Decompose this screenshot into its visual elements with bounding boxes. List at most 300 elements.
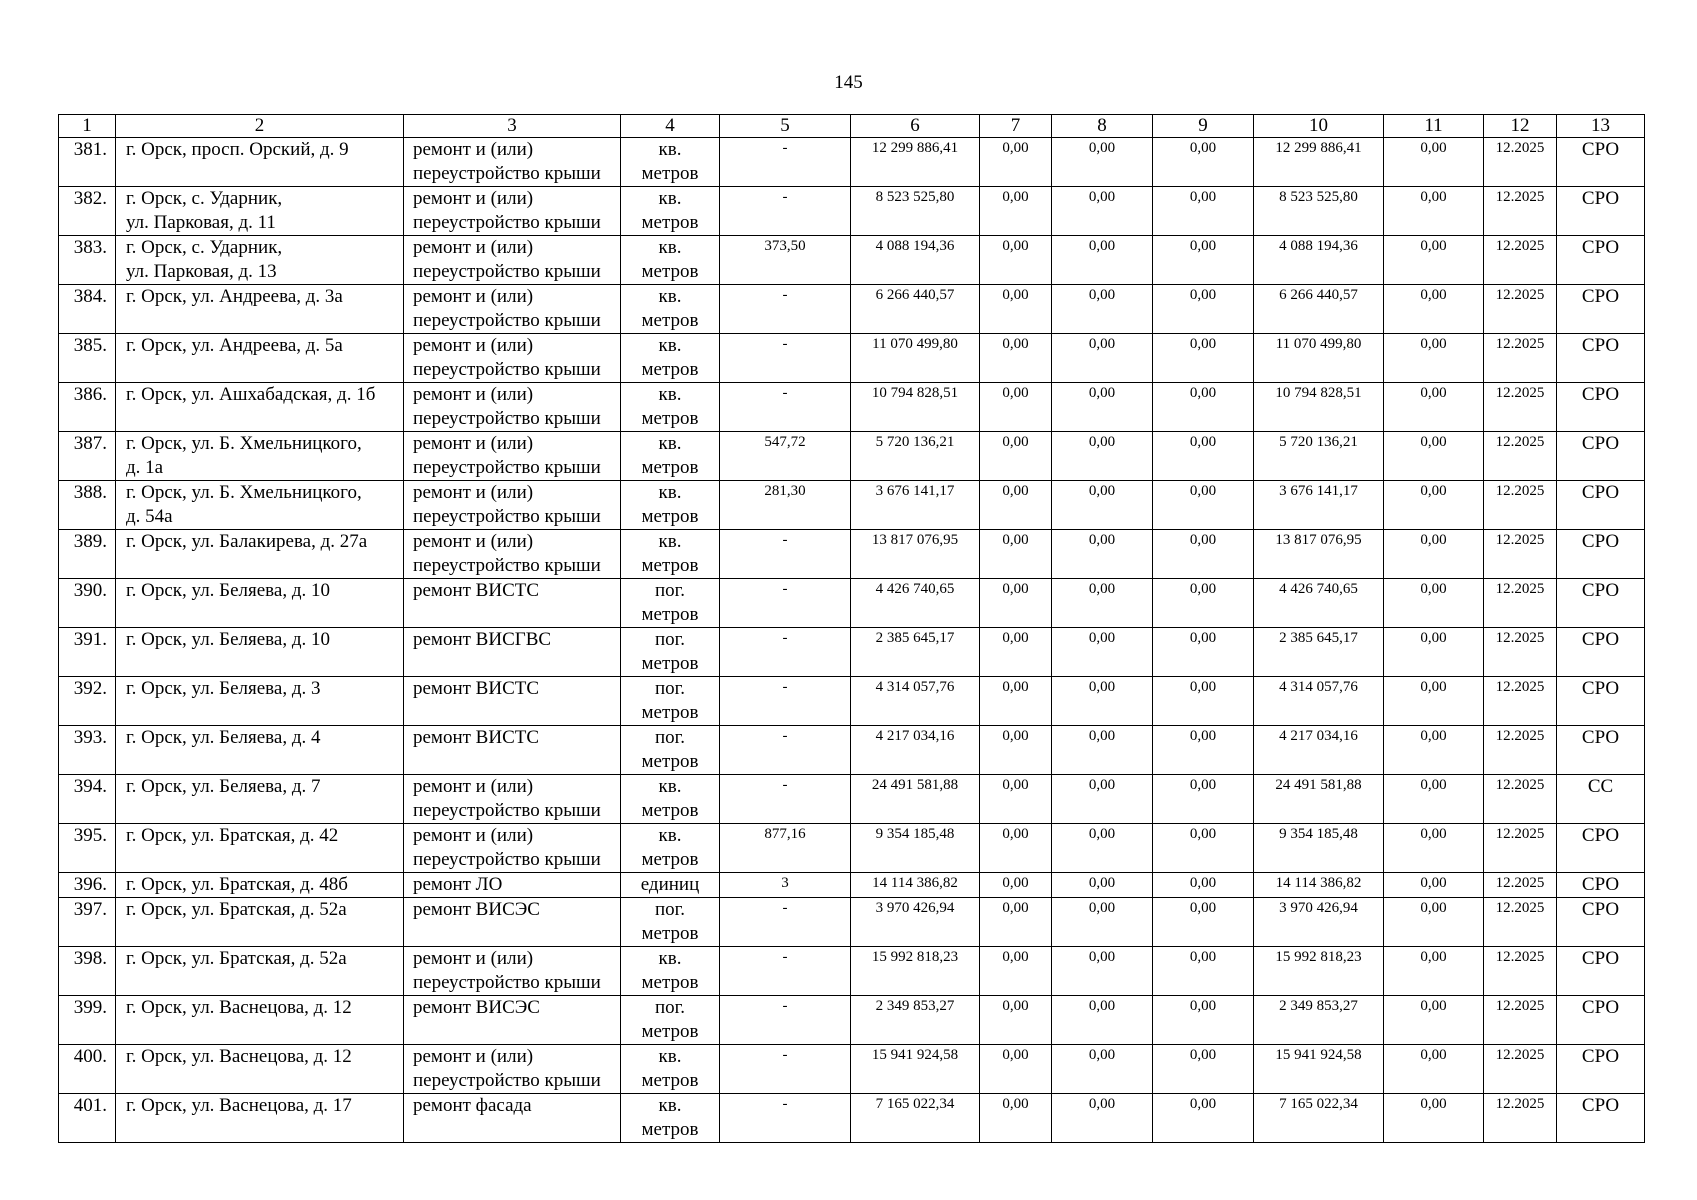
address-cell: г. Орск, ул. Братская, д. 52а xyxy=(116,947,404,996)
value-cell: 0,00 xyxy=(1384,628,1484,677)
deadline-cell: 12.2025 xyxy=(1484,677,1557,726)
value-cell: 0,00 xyxy=(980,334,1052,383)
column-number-row xyxy=(59,115,1645,138)
page-number: 145 xyxy=(834,72,863,93)
value-cell: 0,00 xyxy=(1052,530,1153,579)
method-cell: СРО xyxy=(1557,285,1645,334)
volume-cell: 877,16 xyxy=(720,824,851,873)
volume-cell: - xyxy=(720,898,851,947)
deadline-cell: 12.2025 xyxy=(1484,138,1557,187)
value-cell: 0,00 xyxy=(1384,334,1484,383)
value-cell: 0,00 xyxy=(1384,1045,1484,1094)
table-row xyxy=(59,824,1645,873)
address-cell: г. Орск, ул. Б. Хмельницкого, д. 1а xyxy=(116,432,404,481)
work-type-cell: ремонт ВИСТС xyxy=(404,579,621,628)
table-row xyxy=(59,628,1645,677)
volume-cell: - xyxy=(720,726,851,775)
fund-cost-cell: 8 523 525,80 xyxy=(1254,187,1384,236)
row-number: 390. xyxy=(59,579,116,628)
table-row xyxy=(59,138,1645,187)
deadline-cell: 12.2025 xyxy=(1484,1045,1557,1094)
value-cell: 0,00 xyxy=(1052,947,1153,996)
work-type-cell: ремонт и (или) переустройство крыши xyxy=(404,334,621,383)
address-cell: г. Орск, с. Ударник, ул. Парковая, д. 13 xyxy=(116,236,404,285)
total-cost-cell: 8 523 525,80 xyxy=(851,187,980,236)
value-cell: 0,00 xyxy=(980,579,1052,628)
address-cell: г. Орск, ул. Беляева, д. 3 xyxy=(116,677,404,726)
value-cell: 0,00 xyxy=(1052,383,1153,432)
value-cell: 0,00 xyxy=(1052,187,1153,236)
method-cell: СРО xyxy=(1557,1045,1645,1094)
value-cell: 0,00 xyxy=(1384,432,1484,481)
value-cell: 0,00 xyxy=(1052,628,1153,677)
total-cost-cell: 4 314 057,76 xyxy=(851,677,980,726)
value-cell: 0,00 xyxy=(1153,383,1254,432)
value-cell: 0,00 xyxy=(1052,432,1153,481)
value-cell: 0,00 xyxy=(1153,1045,1254,1094)
repair-program-table xyxy=(58,114,1645,1143)
value-cell: 0,00 xyxy=(1052,726,1153,775)
fund-cost-cell: 2 385 645,17 xyxy=(1254,628,1384,677)
row-number: 392. xyxy=(59,677,116,726)
value-cell: 0,00 xyxy=(980,236,1052,285)
address-cell: г. Орск, ул. Васнецова, д. 12 xyxy=(116,996,404,1045)
unit-cell: кв. метров xyxy=(621,432,720,481)
value-cell: 0,00 xyxy=(1052,579,1153,628)
work-type-cell: ремонт и (или) переустройство крыши xyxy=(404,138,621,187)
value-cell: 0,00 xyxy=(980,1094,1052,1143)
unit-cell: кв. метров xyxy=(621,285,720,334)
deadline-cell: 12.2025 xyxy=(1484,383,1557,432)
work-type-cell: ремонт и (или) переустройство крыши xyxy=(404,187,621,236)
unit-cell: кв. метров xyxy=(621,236,720,285)
value-cell: 0,00 xyxy=(1384,285,1484,334)
total-cost-cell: 3 676 141,17 xyxy=(851,481,980,530)
total-cost-cell: 3 970 426,94 xyxy=(851,898,980,947)
method-cell: СРО xyxy=(1557,383,1645,432)
value-cell: 0,00 xyxy=(980,824,1052,873)
work-type-cell: ремонт ВИСЭС xyxy=(404,996,621,1045)
value-cell: 0,00 xyxy=(1153,432,1254,481)
address-cell: г. Орск, просп. Орский, д. 9 xyxy=(116,138,404,187)
method-cell: СРО xyxy=(1557,898,1645,947)
address-cell: г. Орск, ул. Б. Хмельницкого, д. 54а xyxy=(116,481,404,530)
fund-cost-cell: 7 165 022,34 xyxy=(1254,1094,1384,1143)
deadline-cell: 12.2025 xyxy=(1484,996,1557,1045)
deadline-cell: 12.2025 xyxy=(1484,824,1557,873)
column-header: 7 xyxy=(980,115,1052,138)
deadline-cell: 12.2025 xyxy=(1484,628,1557,677)
value-cell: 0,00 xyxy=(1052,285,1153,334)
volume-cell: - xyxy=(720,947,851,996)
method-cell: СРО xyxy=(1557,138,1645,187)
table-row xyxy=(59,1045,1645,1094)
value-cell: 0,00 xyxy=(1153,775,1254,824)
row-number: 386. xyxy=(59,383,116,432)
table-row xyxy=(59,285,1645,334)
deadline-cell: 12.2025 xyxy=(1484,187,1557,236)
method-cell: СРО xyxy=(1557,1094,1645,1143)
value-cell: 0,00 xyxy=(1052,334,1153,383)
work-type-cell: ремонт ВИСТС xyxy=(404,726,621,775)
unit-cell: пог. метров xyxy=(621,726,720,775)
value-cell: 0,00 xyxy=(980,726,1052,775)
total-cost-cell: 15 992 818,23 xyxy=(851,947,980,996)
work-type-cell: ремонт и (или) переустройство крыши xyxy=(404,530,621,579)
value-cell: 0,00 xyxy=(980,481,1052,530)
method-cell: СРО xyxy=(1557,334,1645,383)
value-cell: 0,00 xyxy=(1153,726,1254,775)
total-cost-cell: 2 349 853,27 xyxy=(851,996,980,1045)
value-cell: 0,00 xyxy=(1384,996,1484,1045)
value-cell: 0,00 xyxy=(980,898,1052,947)
deadline-cell: 12.2025 xyxy=(1484,873,1557,898)
column-header: 8 xyxy=(1052,115,1153,138)
column-header: 4 xyxy=(621,115,720,138)
total-cost-cell: 7 165 022,34 xyxy=(851,1094,980,1143)
deadline-cell: 12.2025 xyxy=(1484,285,1557,334)
value-cell: 0,00 xyxy=(1052,1045,1153,1094)
column-header: 11 xyxy=(1384,115,1484,138)
total-cost-cell: 12 299 886,41 xyxy=(851,138,980,187)
row-number: 395. xyxy=(59,824,116,873)
work-type-cell: ремонт и (или) переустройство крыши xyxy=(404,775,621,824)
total-cost-cell: 4 088 194,36 xyxy=(851,236,980,285)
table-row xyxy=(59,996,1645,1045)
table-row xyxy=(59,236,1645,285)
value-cell: 0,00 xyxy=(1384,677,1484,726)
address-cell: г. Орск, ул. Братская, д. 48б xyxy=(116,873,404,898)
table-row xyxy=(59,873,1645,898)
deadline-cell: 12.2025 xyxy=(1484,432,1557,481)
volume-cell: - xyxy=(720,530,851,579)
value-cell: 0,00 xyxy=(1384,947,1484,996)
value-cell: 0,00 xyxy=(1384,873,1484,898)
volume-cell: - xyxy=(720,677,851,726)
value-cell: 0,00 xyxy=(980,187,1052,236)
method-cell: СРО xyxy=(1557,726,1645,775)
fund-cost-cell: 12 299 886,41 xyxy=(1254,138,1384,187)
value-cell: 0,00 xyxy=(980,530,1052,579)
row-number: 383. xyxy=(59,236,116,285)
volume-cell: 373,50 xyxy=(720,236,851,285)
value-cell: 0,00 xyxy=(1153,824,1254,873)
row-number: 399. xyxy=(59,996,116,1045)
row-number: 394. xyxy=(59,775,116,824)
table-row xyxy=(59,579,1645,628)
method-cell: СРО xyxy=(1557,481,1645,530)
value-cell: 0,00 xyxy=(1052,677,1153,726)
volume-cell: - xyxy=(720,383,851,432)
table-row xyxy=(59,530,1645,579)
address-cell: г. Орск, ул. Беляева, д. 7 xyxy=(116,775,404,824)
unit-cell: пог. метров xyxy=(621,579,720,628)
unit-cell: пог. метров xyxy=(621,628,720,677)
value-cell: 0,00 xyxy=(1153,236,1254,285)
value-cell: 0,00 xyxy=(1153,947,1254,996)
volume-cell: - xyxy=(720,1094,851,1143)
address-cell: г. Орск, ул. Васнецова, д. 17 xyxy=(116,1094,404,1143)
fund-cost-cell: 11 070 499,80 xyxy=(1254,334,1384,383)
fund-cost-cell: 3 676 141,17 xyxy=(1254,481,1384,530)
work-type-cell: ремонт и (или) переустройство крыши xyxy=(404,481,621,530)
fund-cost-cell: 6 266 440,57 xyxy=(1254,285,1384,334)
fund-cost-cell: 13 817 076,95 xyxy=(1254,530,1384,579)
address-cell: г. Орск, ул. Ашхабадская, д. 1б xyxy=(116,383,404,432)
unit-cell: кв. метров xyxy=(621,530,720,579)
value-cell: 0,00 xyxy=(1153,1094,1254,1143)
row-number: 382. xyxy=(59,187,116,236)
work-type-cell: ремонт и (или) переустройство крыши xyxy=(404,383,621,432)
value-cell: 0,00 xyxy=(1052,775,1153,824)
unit-cell: кв. метров xyxy=(621,138,720,187)
table-row xyxy=(59,432,1645,481)
volume-cell: - xyxy=(720,996,851,1045)
volume-cell: - xyxy=(720,138,851,187)
deadline-cell: 12.2025 xyxy=(1484,579,1557,628)
volume-cell: - xyxy=(720,334,851,383)
volume-cell: - xyxy=(720,1045,851,1094)
work-type-cell: ремонт фасада xyxy=(404,1094,621,1143)
table-row xyxy=(59,775,1645,824)
fund-cost-cell: 15 992 818,23 xyxy=(1254,947,1384,996)
unit-cell: кв. метров xyxy=(621,1094,720,1143)
column-header: 13 xyxy=(1557,115,1645,138)
unit-cell: пог. метров xyxy=(621,677,720,726)
value-cell: 0,00 xyxy=(980,432,1052,481)
deadline-cell: 12.2025 xyxy=(1484,898,1557,947)
column-header: 5 xyxy=(720,115,851,138)
table-row xyxy=(59,726,1645,775)
unit-cell: кв. метров xyxy=(621,334,720,383)
total-cost-cell: 15 941 924,58 xyxy=(851,1045,980,1094)
work-type-cell: ремонт и (или) переустройство крыши xyxy=(404,824,621,873)
method-cell: СРО xyxy=(1557,432,1645,481)
total-cost-cell: 6 266 440,57 xyxy=(851,285,980,334)
value-cell: 0,00 xyxy=(1384,824,1484,873)
value-cell: 0,00 xyxy=(1153,285,1254,334)
value-cell: 0,00 xyxy=(1384,530,1484,579)
unit-cell: пог. метров xyxy=(621,898,720,947)
method-cell: СРО xyxy=(1557,873,1645,898)
volume-cell: - xyxy=(720,579,851,628)
fund-cost-cell: 14 114 386,82 xyxy=(1254,873,1384,898)
deadline-cell: 12.2025 xyxy=(1484,947,1557,996)
method-cell: СРО xyxy=(1557,530,1645,579)
address-cell: г. Орск, ул. Беляева, д. 10 xyxy=(116,628,404,677)
deadline-cell: 12.2025 xyxy=(1484,775,1557,824)
deadline-cell: 12.2025 xyxy=(1484,236,1557,285)
method-cell: СРО xyxy=(1557,824,1645,873)
work-type-cell: ремонт ВИСЭС xyxy=(404,898,621,947)
value-cell: 0,00 xyxy=(1384,383,1484,432)
value-cell: 0,00 xyxy=(1153,187,1254,236)
row-number: 393. xyxy=(59,726,116,775)
value-cell: 0,00 xyxy=(1384,138,1484,187)
deadline-cell: 12.2025 xyxy=(1484,530,1557,579)
value-cell: 0,00 xyxy=(1153,138,1254,187)
row-number: 384. xyxy=(59,285,116,334)
deadline-cell: 12.2025 xyxy=(1484,334,1557,383)
unit-cell: кв. метров xyxy=(621,187,720,236)
value-cell: 0,00 xyxy=(980,1045,1052,1094)
value-cell: 0,00 xyxy=(1153,530,1254,579)
volume-cell: 281,30 xyxy=(720,481,851,530)
address-cell: г. Орск, ул. Балакирева, д. 27а xyxy=(116,530,404,579)
value-cell: 0,00 xyxy=(1384,775,1484,824)
value-cell: 0,00 xyxy=(1384,726,1484,775)
method-cell: СРО xyxy=(1557,628,1645,677)
value-cell: 0,00 xyxy=(1052,481,1153,530)
value-cell: 0,00 xyxy=(980,947,1052,996)
work-type-cell: ремонт и (или) переустройство крыши xyxy=(404,432,621,481)
row-number: 388. xyxy=(59,481,116,530)
value-cell: 0,00 xyxy=(1153,334,1254,383)
value-cell: 0,00 xyxy=(1153,628,1254,677)
row-number: 381. xyxy=(59,138,116,187)
total-cost-cell: 9 354 185,48 xyxy=(851,824,980,873)
value-cell: 0,00 xyxy=(1052,824,1153,873)
fund-cost-cell: 4 217 034,16 xyxy=(1254,726,1384,775)
value-cell: 0,00 xyxy=(1384,579,1484,628)
unit-cell: кв. метров xyxy=(621,1045,720,1094)
table-row xyxy=(59,383,1645,432)
value-cell: 0,00 xyxy=(980,383,1052,432)
volume-cell: - xyxy=(720,285,851,334)
value-cell: 0,00 xyxy=(1384,187,1484,236)
method-cell: СРО xyxy=(1557,579,1645,628)
value-cell: 0,00 xyxy=(1052,898,1153,947)
total-cost-cell: 4 426 740,65 xyxy=(851,579,980,628)
column-header: 3 xyxy=(404,115,621,138)
work-type-cell: ремонт ЛО xyxy=(404,873,621,898)
unit-cell: единиц xyxy=(621,873,720,898)
work-type-cell: ремонт и (или) переустройство крыши xyxy=(404,236,621,285)
table-row xyxy=(59,677,1645,726)
total-cost-cell: 14 114 386,82 xyxy=(851,873,980,898)
row-number: 398. xyxy=(59,947,116,996)
column-header: 2 xyxy=(116,115,404,138)
volume-cell: - xyxy=(720,775,851,824)
row-number: 401. xyxy=(59,1094,116,1143)
address-cell: г. Орск, ул. Беляева, д. 4 xyxy=(116,726,404,775)
row-number: 387. xyxy=(59,432,116,481)
table-row xyxy=(59,898,1645,947)
work-type-cell: ремонт и (или) переустройство крыши xyxy=(404,285,621,334)
address-cell: г. Орск, ул. Братская, д. 52а xyxy=(116,898,404,947)
row-number: 391. xyxy=(59,628,116,677)
table-row xyxy=(59,481,1645,530)
address-cell: г. Орск, ул. Братская, д. 42 xyxy=(116,824,404,873)
total-cost-cell: 13 817 076,95 xyxy=(851,530,980,579)
value-cell: 0,00 xyxy=(980,138,1052,187)
address-cell: г. Орск, ул. Васнецова, д. 12 xyxy=(116,1045,404,1094)
column-header: 1 xyxy=(59,115,116,138)
total-cost-cell: 4 217 034,16 xyxy=(851,726,980,775)
method-cell: СРО xyxy=(1557,236,1645,285)
fund-cost-cell: 4 314 057,76 xyxy=(1254,677,1384,726)
deadline-cell: 12.2025 xyxy=(1484,726,1557,775)
column-header: 10 xyxy=(1254,115,1384,138)
method-cell: СРО xyxy=(1557,996,1645,1045)
total-cost-cell: 2 385 645,17 xyxy=(851,628,980,677)
fund-cost-cell: 5 720 136,21 xyxy=(1254,432,1384,481)
row-number: 400. xyxy=(59,1045,116,1094)
method-cell: СС xyxy=(1557,775,1645,824)
address-cell: г. Орск, ул. Андреева, д. 3а xyxy=(116,285,404,334)
total-cost-cell: 5 720 136,21 xyxy=(851,432,980,481)
value-cell: 0,00 xyxy=(1153,996,1254,1045)
value-cell: 0,00 xyxy=(1384,481,1484,530)
table-row xyxy=(59,334,1645,383)
unit-cell: кв. метров xyxy=(621,383,720,432)
table-row xyxy=(59,947,1645,996)
work-type-cell: ремонт и (или) переустройство крыши xyxy=(404,1045,621,1094)
deadline-cell: 12.2025 xyxy=(1484,1094,1557,1143)
value-cell: 0,00 xyxy=(1052,873,1153,898)
value-cell: 0,00 xyxy=(1384,898,1484,947)
work-type-cell: ремонт ВИСТС xyxy=(404,677,621,726)
address-cell: г. Орск, с. Ударник, ул. Парковая, д. 11 xyxy=(116,187,404,236)
fund-cost-cell: 9 354 185,48 xyxy=(1254,824,1384,873)
value-cell: 0,00 xyxy=(1052,236,1153,285)
row-number: 396. xyxy=(59,873,116,898)
fund-cost-cell: 15 941 924,58 xyxy=(1254,1045,1384,1094)
column-header: 9 xyxy=(1153,115,1254,138)
value-cell: 0,00 xyxy=(1153,677,1254,726)
volume-cell: - xyxy=(720,628,851,677)
column-header: 6 xyxy=(851,115,980,138)
total-cost-cell: 24 491 581,88 xyxy=(851,775,980,824)
value-cell: 0,00 xyxy=(980,628,1052,677)
address-cell: г. Орск, ул. Беляева, д. 10 xyxy=(116,579,404,628)
fund-cost-cell: 10 794 828,51 xyxy=(1254,383,1384,432)
value-cell: 0,00 xyxy=(980,775,1052,824)
table-row xyxy=(59,1094,1645,1143)
row-number: 385. xyxy=(59,334,116,383)
unit-cell: кв. метров xyxy=(621,481,720,530)
unit-cell: пог. метров xyxy=(621,996,720,1045)
value-cell: 0,00 xyxy=(1153,873,1254,898)
value-cell: 0,00 xyxy=(1153,481,1254,530)
address-cell: г. Орск, ул. Андреева, д. 5а xyxy=(116,334,404,383)
value-cell: 0,00 xyxy=(980,873,1052,898)
table-row xyxy=(59,187,1645,236)
work-type-cell: ремонт и (или) переустройство крыши xyxy=(404,947,621,996)
volume-cell: - xyxy=(720,187,851,236)
method-cell: СРО xyxy=(1557,947,1645,996)
fund-cost-cell: 4 088 194,36 xyxy=(1254,236,1384,285)
value-cell: 0,00 xyxy=(1384,1094,1484,1143)
method-cell: СРО xyxy=(1557,187,1645,236)
method-cell: СРО xyxy=(1557,677,1645,726)
unit-cell: кв. метров xyxy=(621,947,720,996)
volume-cell: 547,72 xyxy=(720,432,851,481)
value-cell: 0,00 xyxy=(1052,138,1153,187)
deadline-cell: 12.2025 xyxy=(1484,481,1557,530)
volume-cell: 3 xyxy=(720,873,851,898)
fund-cost-cell: 4 426 740,65 xyxy=(1254,579,1384,628)
value-cell: 0,00 xyxy=(1384,236,1484,285)
row-number: 397. xyxy=(59,898,116,947)
fund-cost-cell: 3 970 426,94 xyxy=(1254,898,1384,947)
value-cell: 0,00 xyxy=(1052,996,1153,1045)
value-cell: 0,00 xyxy=(980,996,1052,1045)
value-cell: 0,00 xyxy=(980,285,1052,334)
total-cost-cell: 10 794 828,51 xyxy=(851,383,980,432)
value-cell: 0,00 xyxy=(1153,898,1254,947)
value-cell: 0,00 xyxy=(980,677,1052,726)
